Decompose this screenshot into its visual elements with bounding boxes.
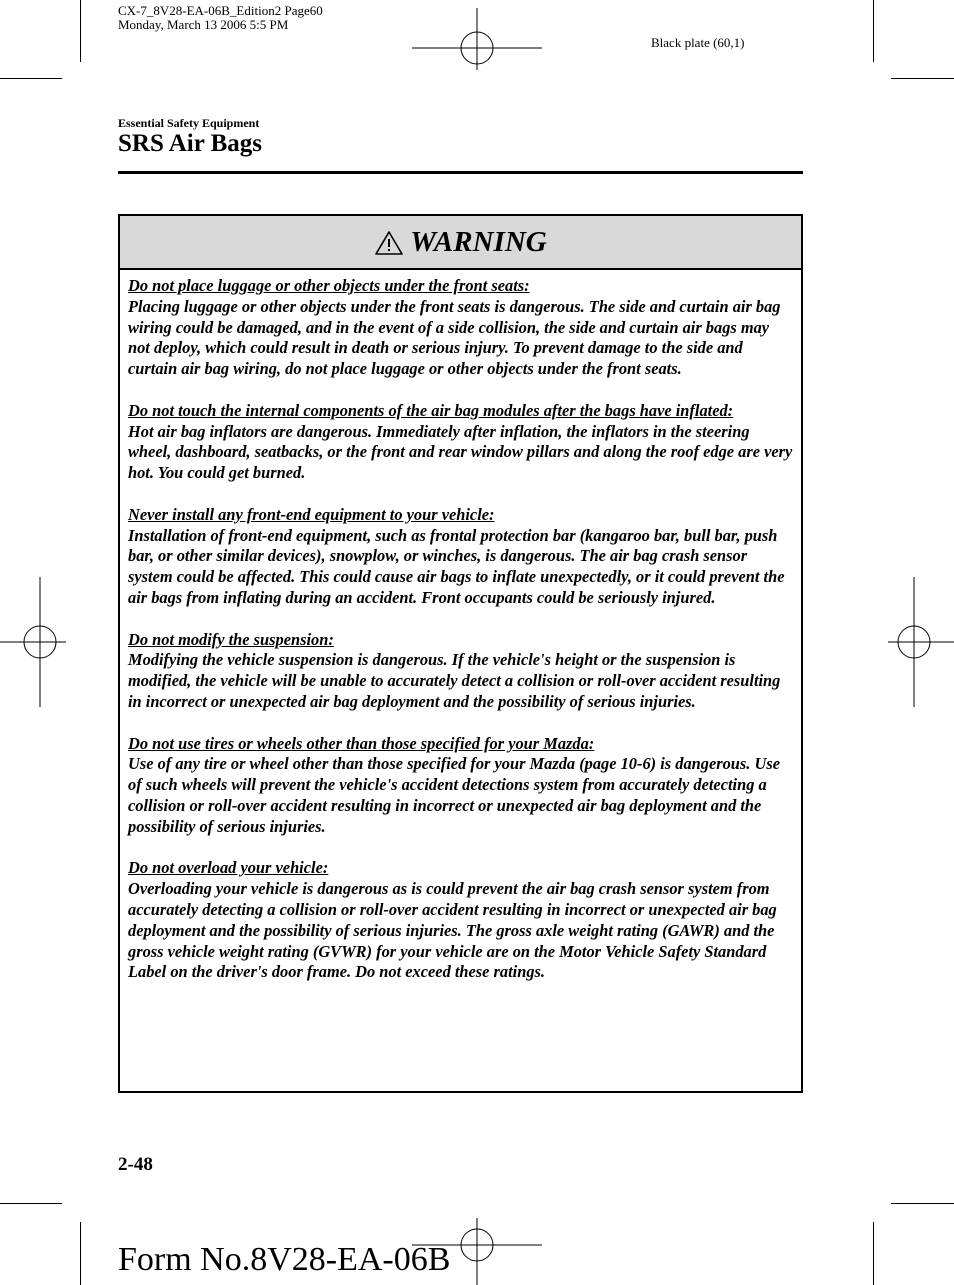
warning-title: WARNING [410, 225, 547, 258]
warning-item-heading: Do not modify the suspension: [128, 629, 334, 649]
crop-mark [873, 1222, 874, 1285]
warning-item [128, 276, 793, 380]
warning-item [128, 734, 793, 838]
warning-triangle-icon [374, 230, 404, 256]
warning-item-text: Hot air bag inflators are dangerous. Immediately after inflation, the inflators in the steering wheel, dashboard, seatbacks, or the front and rear window pillars and along the roof edge are very hot. You could get burned. [128, 421, 793, 483]
crop-mark [80, 1222, 81, 1285]
registration-mark-icon [888, 577, 954, 707]
warning-item-heading: Do not use tires or wheels other than those specified for your Mazda: [128, 733, 595, 753]
print-slug [118, 4, 323, 32]
slug-line-2: Monday, March 13 2006 5:5 PM [118, 17, 289, 32]
form-number: Form No.8V28-EA-06B [118, 1241, 451, 1278]
warning-item [128, 858, 793, 983]
warning-item-heading: Do not touch the internal components of the air bag modules after the bags have inflated: [128, 400, 734, 420]
warning-item [128, 505, 793, 609]
warning-item [128, 630, 793, 713]
warning-item [128, 401, 793, 484]
warning-item-text: Modifying the vehicle suspension is dangerous. If the vehicle's height or the suspension is modified, the vehicle will be unable to accurately detect a collision or roll-over accident resulting in incorrect or unexpected air bag deployment and the possibility of serious injuries. [128, 650, 781, 711]
warning-box [118, 214, 803, 1093]
warning-item-text: Overloading your vehicle is dangerous as is could prevent the air bag crash sensor system from accurately detecting a collision or roll-over accident resulting in incorrect or unexpected air bag deployment and the possibility of serious injuries. The gross axle weight rating (GAWR) and the gross vehicle weight rating (GVWR) for your vehicle are on the Motor Vehicle Safety Standard Label on the driver's door frame. Do not exceed these ratings. [128, 879, 777, 982]
warning-item-text: Installation of front-end equipment, such as frontal protection bar (kangaroo bar, bull bar, push bar, or other similar devices), snowplow, or winches, is dangerous. The air bag crash sensor system could be affected. This could cause air bags to inflate unexpectedly, or it could prevent the air bags from inflating during an accident. Front occupants could be seriously injured. [128, 525, 785, 607]
warning-item-text: Use of any tire or wheel other than those specified for your Mazda (page 10-6) is dangerous. Use of such wheels will prevent the vehicle's accident detections system from accurately detecting a collision or roll-over accident resulting in incorrect or unexpected air bag deployment and the possibility of serious injuries. [128, 754, 780, 836]
slug-line-1: CX-7_8V28-EA-06B_Edition2 Page60 [118, 3, 323, 18]
crop-mark [80, 0, 81, 62]
section-label: Essential Safety Equipment [118, 116, 260, 130]
warning-body [120, 270, 801, 983]
title-rule [118, 171, 803, 174]
crop-mark [873, 0, 874, 62]
plate-label: Black plate (60,1) [651, 35, 745, 50]
registration-mark-icon [412, 8, 542, 70]
registration-mark-icon [0, 577, 66, 707]
warning-item-text: Placing luggage or other objects under the front seats is dangerous. The side and curtain air bag wiring could be damaged, and in the event of a side collision, the side and curtain air bags may not deploy, which could result in death or serious injury. To prevent damage to the side and curtain air bag wiring, do not place luggage or other objects under the front seats. [128, 296, 781, 379]
warning-item-heading: Never install any front-end equipment to your vehicle: [128, 504, 495, 524]
page-title: SRS Air Bags [118, 130, 263, 157]
page-number: 2-48 [118, 1154, 153, 1175]
crop-mark [0, 78, 62, 79]
warning-item-heading: Do not place luggage or other objects under the front seats: [128, 276, 530, 295]
crop-mark [891, 78, 954, 79]
crop-mark [0, 1203, 62, 1204]
warning-header [120, 216, 801, 270]
warning-item-heading: Do not overload your vehicle: [128, 858, 329, 878]
crop-mark [891, 1203, 954, 1204]
